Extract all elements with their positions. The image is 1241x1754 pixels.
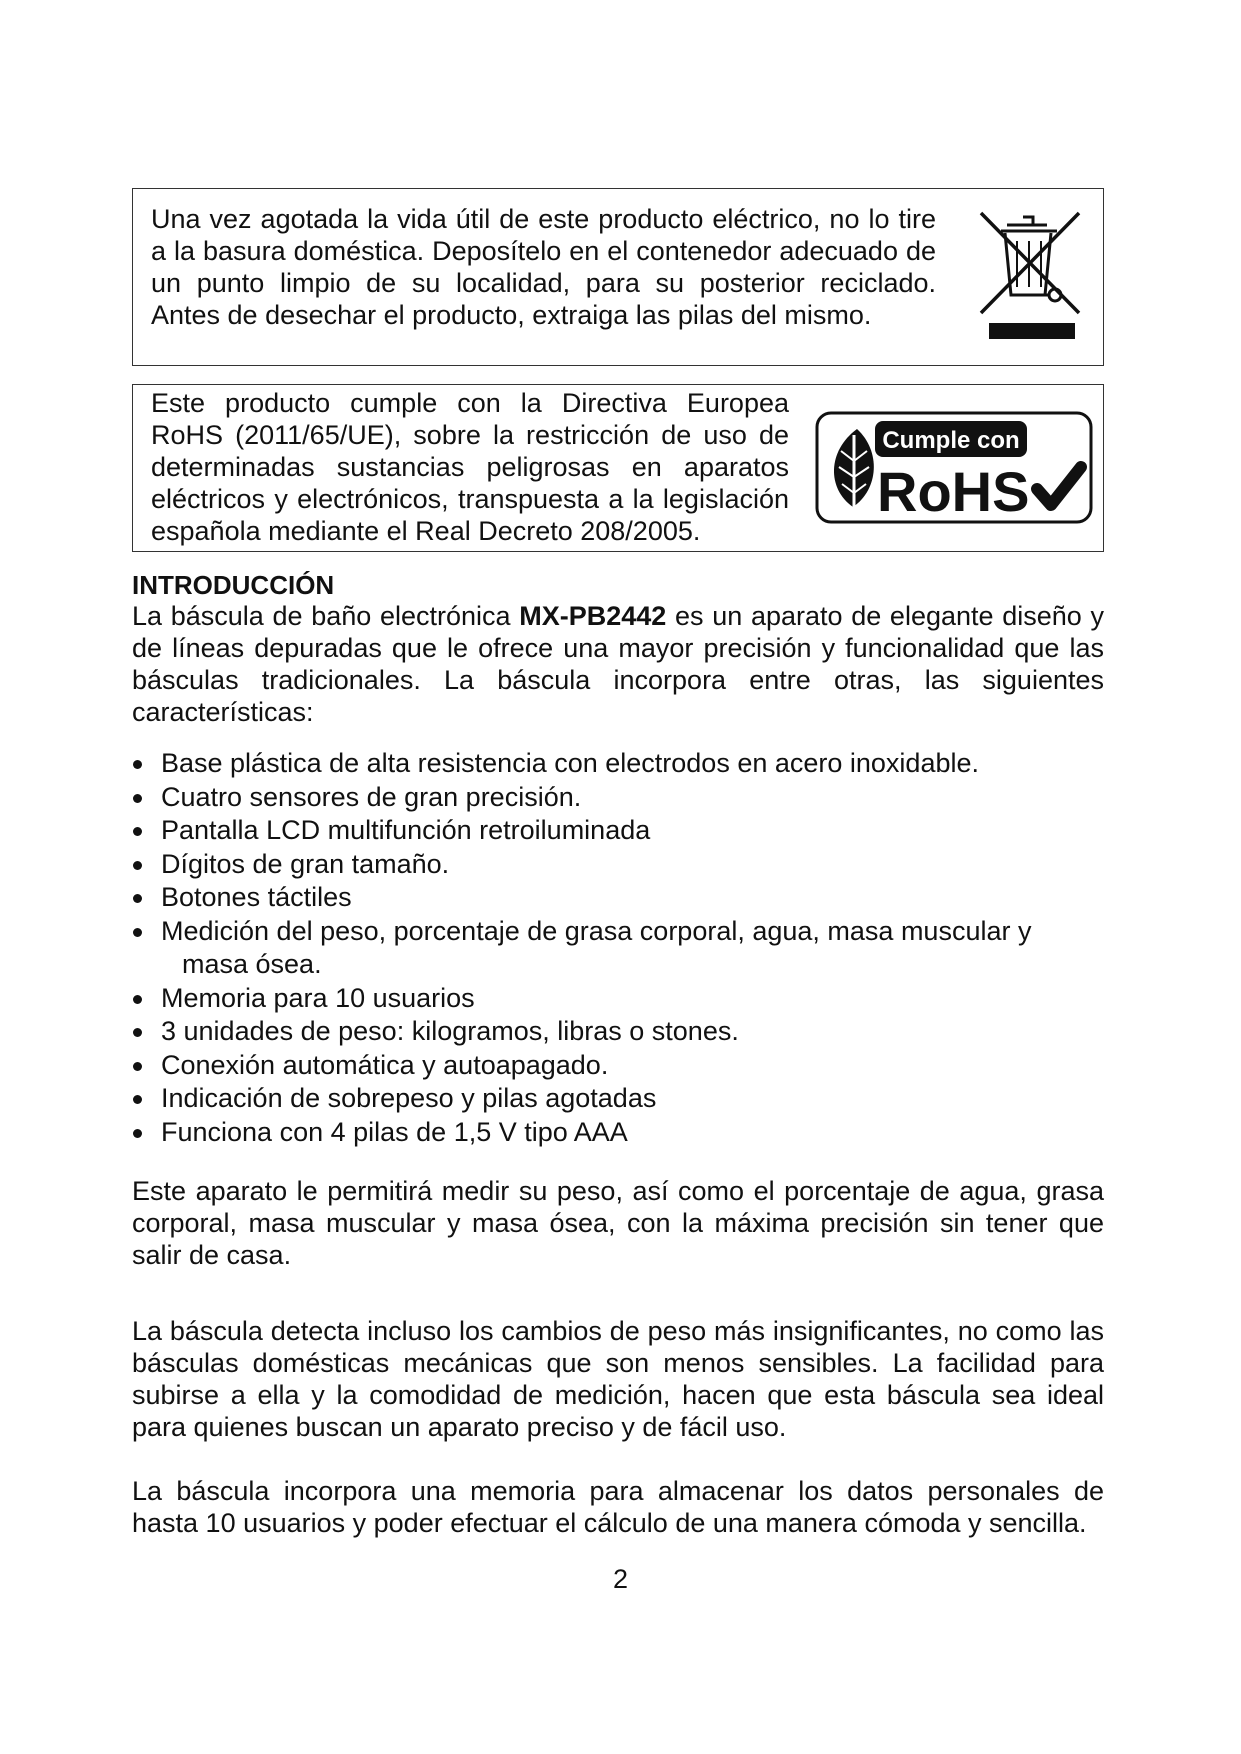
- body-paragraph: La báscula detecta incluso los cambios de peso más insignificantes, no como las básculas domésticas mecánicas que son menos sensibles. La facilidad para subirse a ella y la comodidad de medición, hacen que esta báscula sea ideal para quienes buscan un aparato preciso y de fácil uso.: [132, 1316, 1104, 1442]
- rohs-notice-box: [132, 384, 1104, 552]
- features-list: [132, 747, 1104, 1149]
- feature-item: Memoria para 10 usuarios: [132, 982, 1104, 1016]
- rohs-compliance-badge: [815, 411, 1093, 524]
- feature-item-line: Medición del peso, porcentaje de grasa corporal, agua, masa muscular y: [161, 915, 1032, 946]
- page-number: 2: [612, 1564, 629, 1594]
- feature-item: Pantalla LCD multifunción retroiluminada: [132, 814, 1104, 848]
- feature-item: Dígitos de gran tamaño.: [132, 848, 1104, 882]
- feature-item-continuation: masa ósea.: [182, 949, 322, 979]
- product-model: MX-PB2442: [519, 601, 667, 631]
- feature-item: Base plástica de alta resistencia con electrodos en acero inoxidable.: [132, 747, 1104, 781]
- feature-item: [132, 915, 1104, 982]
- feature-item: Conexión automática y autoapagado.: [132, 1049, 1104, 1083]
- rohs-notice-text: Este producto cumple con la Directiva Europea RoHS (2011/65/UE), sobre la restricción de uso de determinadas sustancias peligrosas en aparatos eléctricos y electrónicos, transpuesta a la legislación española mediante el Real Decreto 208/2005.: [151, 388, 789, 546]
- feature-item: Cuatro sensores de gran precisión.: [132, 781, 1104, 815]
- badge-main-text: RoHS: [877, 460, 1030, 523]
- introduction-title: INTRODUCCIÓN: [132, 570, 335, 600]
- intro-lead-after: es un aparato de elegante diseño y de líneas depuradas que le ofrece una mayor precisión y funcionalidad que las básculas tradicionales. La báscula incorpora entre otras, las siguientes características:: [132, 601, 1104, 727]
- feature-item: Indicación de sobrepeso y pilas agotadas: [132, 1082, 1104, 1116]
- badge-top-text: Cumple con: [882, 427, 1020, 454]
- feature-item: Botones táctiles: [132, 881, 1104, 915]
- intro-lead-before: La báscula de baño electrónica: [132, 601, 520, 631]
- feature-item: Funciona con 4 pilas de 1,5 V tipo AAA: [132, 1116, 1104, 1150]
- body-paragraph: La báscula incorpora una memoria para almacenar los datos personales de hasta 10 usuarios y poder efectuar el cálculo de una manera cómoda y sencilla.: [132, 1476, 1104, 1538]
- feature-item: 3 unidades de peso: kilogramos, libras o stones.: [132, 1015, 1104, 1049]
- body-paragraph: Este aparato le permitirá medir su peso, así como el porcentaje de agua, grasa corporal, masa muscular y masa ósea, con la máxima precisión sin tener que salir de casa.: [132, 1176, 1104, 1270]
- disposal-notice-text: Una vez agotada la vida útil de este producto eléctrico, no lo tire a la basura doméstica. Deposítelo en el contenedor adecuado de un punto limpio de su localidad, para su posterior reciclado. Antes de desechar el producto, extraiga las pilas del mismo.: [151, 204, 936, 330]
- introduction-paragraph: [132, 600, 1104, 728]
- crossed-out-wheelie-bin-icon: [971, 203, 1091, 343]
- disposal-notice-box: [132, 188, 1104, 366]
